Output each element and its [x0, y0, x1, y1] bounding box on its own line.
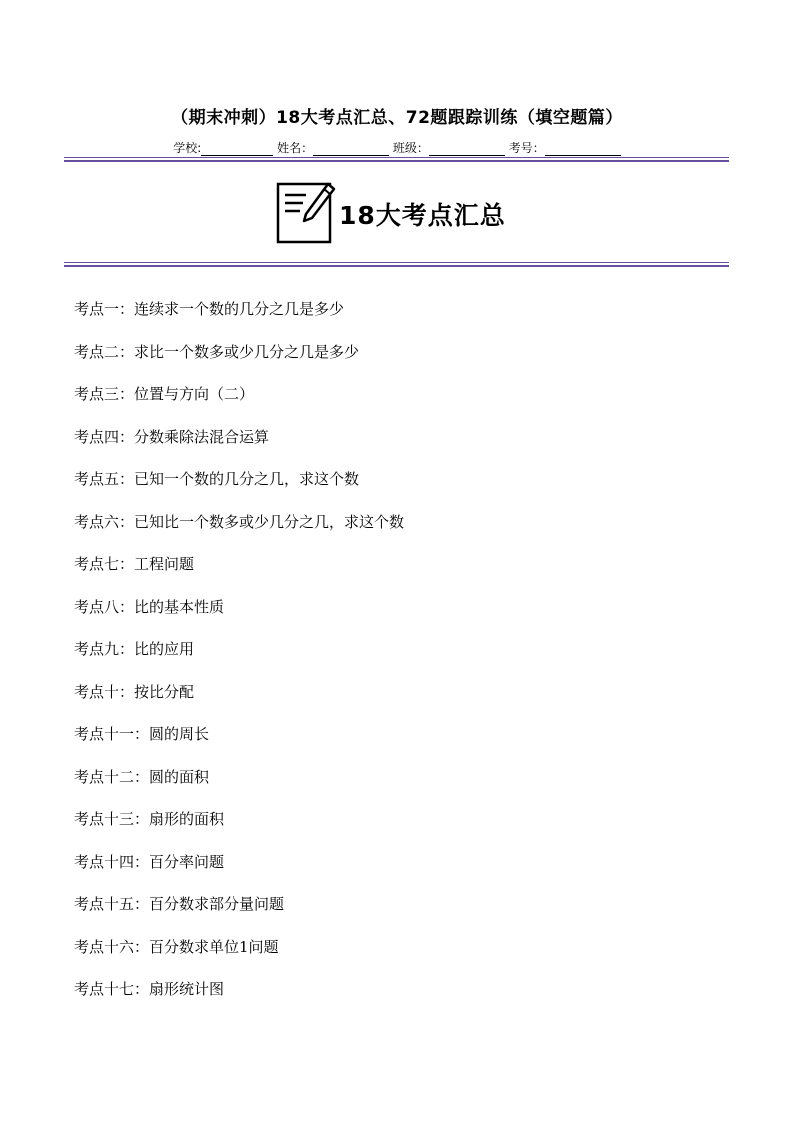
- list-item: 考点十：按比分配: [74, 682, 195, 701]
- name-label: 姓名：: [277, 141, 314, 155]
- class-blank[interactable]: [429, 142, 505, 156]
- top-divider: [64, 157, 729, 162]
- school-blank[interactable]: [201, 142, 273, 156]
- list-item: 考点八：比的基本性质: [74, 597, 225, 616]
- list-item: 考点二：求比一个数多或少几分之几是多少: [74, 342, 360, 361]
- list-item: 考点十六：百分数求单位1问题: [74, 937, 279, 956]
- list-item: 考点九：比的应用: [74, 640, 195, 658]
- list-item: 考点十一：圆的周长: [74, 725, 210, 743]
- list-item: 考点七：工程问题: [74, 555, 195, 573]
- list-item: 考点三：位置与方向（二）: [74, 385, 255, 403]
- list-item: 考点十五：百分数求部分量问题: [74, 895, 285, 913]
- student-info-line: [0, 139, 794, 156]
- list-item: 考点六：已知比一个数多或少几分之几，求这个数: [74, 512, 405, 531]
- list-item: 考点五：已知一个数的几分之几，求这个数: [74, 470, 360, 488]
- list-item: 考点十二：圆的面积: [74, 767, 210, 786]
- notepad-pencil-icon: [276, 178, 336, 246]
- section-heading: 18大考点汇总: [339, 201, 506, 230]
- bottom-divider: [64, 262, 729, 267]
- list-item: 考点十四：百分率问题: [74, 852, 225, 871]
- list-item: 考点十三：扇形的面积: [74, 810, 225, 828]
- list-item: 考点四：分数乘除法混合运算: [74, 427, 270, 446]
- list-item: 考点十七：扇形统计图: [74, 980, 225, 998]
- school-label: 学校:: [173, 141, 202, 155]
- class-label: 班级：: [392, 141, 429, 155]
- exam-points-list: [74, 297, 404, 1020]
- list-item: 考点一：连续求一个数的几分之几是多少: [74, 300, 345, 318]
- name-blank[interactable]: [313, 142, 389, 156]
- page-title: （期末冲刺）18大考点汇总、72题跟踪训练（填空题篇）: [171, 108, 623, 128]
- exam-no-blank[interactable]: [545, 142, 621, 156]
- section-header: [276, 178, 536, 248]
- exam-no-label: 考号：: [508, 141, 545, 155]
